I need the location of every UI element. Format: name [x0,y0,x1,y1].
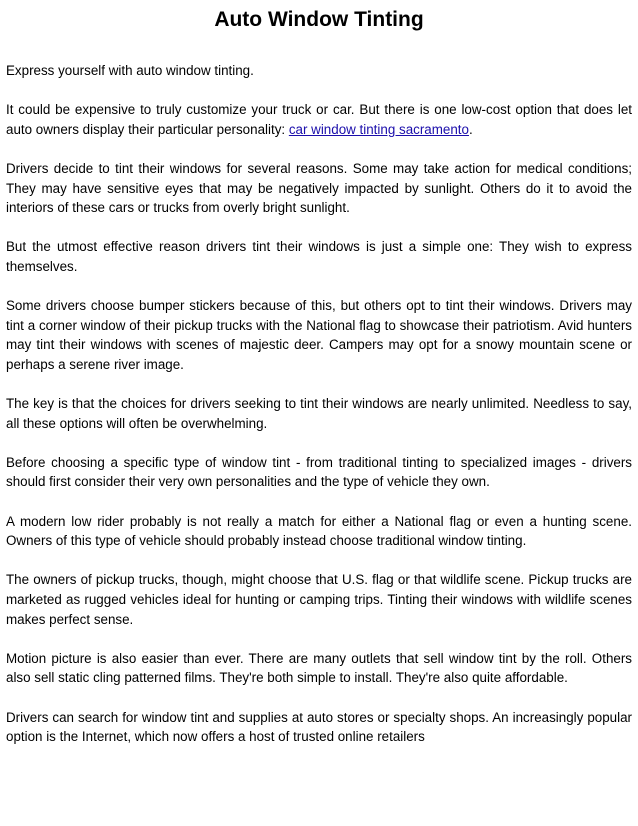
paragraph-text-before-link: It could be expensive to truly customize your truck or car. But there is one low-cost option that does let auto owners display their particular personality: [6,102,632,137]
paragraph-with-link [6,100,632,139]
paragraph: Motion picture is also easier than ever. There are many outlets that sell window tint by the roll. Others also sell static cling patterned films. They're both simple to install. They're also quite affordable. [6,650,632,686]
paragraph-text-after-link: . [468,121,473,137]
page-title: Auto Window Tinting [214,8,424,31]
paragraph: The owners of pickup trucks, though, might choose that U.S. flag or that wildlife scene. Pickup trucks are marketed as rugged vehicles ideal for hunting or camping trips. Tinting their windows with wildlife scenes makes perfect sense. [6,572,632,627]
paragraph: Before choosing a specific type of window tint - from traditional tinting to specialized images - drivers should first consider their very own personalities and the type of vehicle they own. [6,454,632,490]
paragraph: The key is that the choices for drivers seeking to tint their windows are nearly unlimited. Needless to say, all these options will often be overwhelming. [6,396,632,431]
paragraph: Drivers decide to tint their windows for several reasons. Some may take action for medical conditions; They may have sensitive eyes that may be negatively impacted by sunlight. Others do it to avoid the interiors of these cars or trucks from overly bright sunlight. [6,160,632,216]
paragraph: Express yourself with auto window tinting. [6,63,254,78]
paragraph: Some drivers choose bumper stickers because of this, but others opt to tint their windows. Drivers may tint a corner window of their pickup trucks with the National flag to showcase their patriotism. Avid hunters may tint their windows with scenes of majestic deer. Campers may opt for a snowy mountain scene or perhaps a serene river image. [6,298,632,372]
paragraph: But the utmost effective reason drivers tint their windows is just a simple one: They wish to express themselves. [6,239,632,274]
paragraph: A modern low rider probably is not really a match for either a National flag or even a hunting scene. Owners of this type of vehicle should probably instead choose traditional window tinting. [6,513,632,549]
paragraph: Drivers can search for window tint and supplies at auto stores or specialty shops. An increasingly popular option is the Internet, which now offers a host of trusted online retailers [6,709,632,745]
document-page [6,0,632,747]
sacramento-tinting-link[interactable]: car window tinting sacramento [288,121,469,137]
